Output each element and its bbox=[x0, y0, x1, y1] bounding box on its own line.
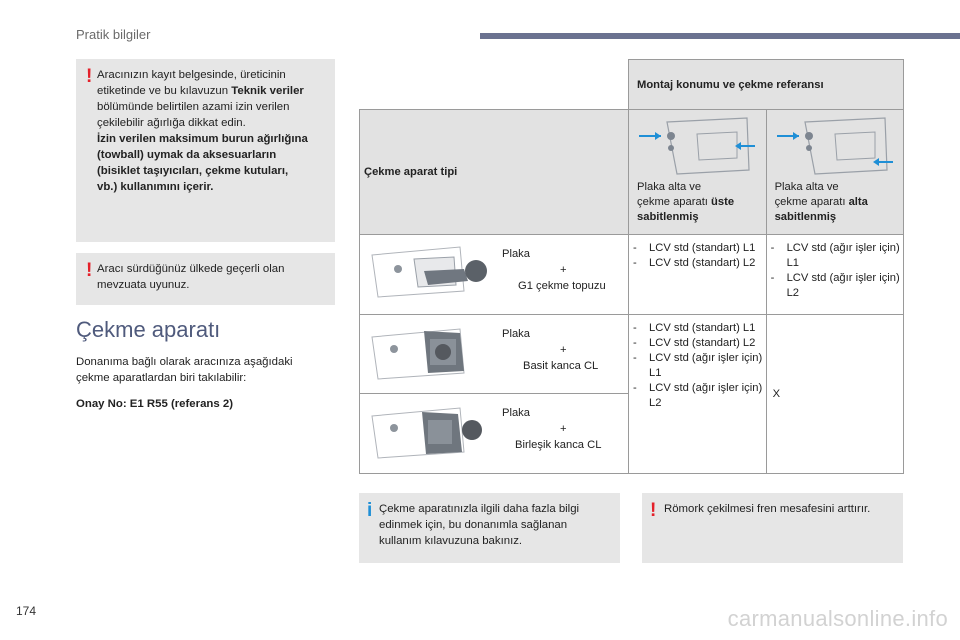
list-item: - LCV std (ağır işler için) L2 bbox=[629, 381, 766, 411]
towball-upper-cell bbox=[629, 235, 767, 315]
note-line: vb.) kullanımını içerir. bbox=[97, 181, 214, 193]
note-line: Aracı sürdüğünüz ülkede geçerli olan bbox=[97, 263, 285, 275]
simple-hook-type-cell bbox=[360, 315, 629, 394]
note-line: Çekme aparatınızla ilgili daha fazla bilgi bbox=[379, 503, 580, 515]
note-line: kullanım kılavuzuna bakınız. bbox=[379, 535, 523, 547]
row-plus: + bbox=[560, 264, 567, 276]
info-note bbox=[359, 493, 620, 563]
intro-line: Donanıma bağlı olarak aracınıza aşağıdaki bbox=[76, 356, 293, 368]
weight-warning-note bbox=[76, 59, 335, 242]
info-icon: i bbox=[367, 500, 373, 521]
row-plate-label: Plaka bbox=[502, 407, 530, 419]
note-line: edinmek için, bu donanımla sağlanan bbox=[379, 519, 568, 531]
list-item: - LCV std (ağır işler için) L2 bbox=[767, 271, 903, 301]
section-title: Pratik bilgiler bbox=[76, 27, 151, 42]
page-heading: Çekme aparatı bbox=[76, 317, 221, 342]
hooks-upper-cell bbox=[629, 315, 767, 474]
upper-mount-diagram-icon bbox=[637, 114, 757, 178]
list-item: - LCV std (standart) L2 bbox=[629, 336, 766, 351]
warning-icon: ! bbox=[86, 260, 93, 281]
simple-hook-icon bbox=[364, 323, 492, 385]
list-item: - LCV std (ağır işler için) L1 bbox=[767, 241, 903, 271]
towball-icon bbox=[364, 241, 492, 303]
row-plus: + bbox=[560, 344, 567, 356]
list-item: - LCV std (standart) L1 bbox=[629, 321, 766, 336]
type-header: Çekme aparat tipi bbox=[360, 110, 629, 235]
row-hitch-name: G1 çekme topuzu bbox=[518, 280, 606, 292]
combined-hook-type-cell bbox=[360, 394, 629, 474]
braking-warning-note bbox=[642, 493, 903, 563]
hooks-lower-cell: X bbox=[766, 315, 903, 474]
watermark: carmanualsonline.info bbox=[727, 606, 948, 631]
lower-mount-diagram-icon bbox=[775, 114, 895, 178]
warning-icon: ! bbox=[86, 66, 93, 87]
combined-hook-icon bbox=[364, 402, 492, 464]
empty-corner bbox=[360, 60, 629, 110]
note-line: (bisiklet taşıyıcıları, çekme kutuları, bbox=[97, 165, 289, 177]
mount-header: Montaj konumu ve çekme referansı bbox=[637, 79, 824, 91]
note-line: bölümünde belirtilen azami izin verilen bbox=[97, 101, 290, 113]
note-line: (towball) uymak da aksesuarların bbox=[97, 149, 277, 161]
row-hitch-name: Basit kanca CL bbox=[523, 360, 599, 372]
row-plate-label: Plaka bbox=[502, 328, 530, 340]
header-accent-bar bbox=[480, 33, 960, 39]
legislation-warning-note bbox=[76, 253, 335, 305]
intro-line: çekme aparatlardan biri takılabilir: bbox=[76, 372, 247, 384]
upper-mount-caption: Plaka alta ve çekme aparatı üste sabitlenmiş bbox=[637, 181, 735, 223]
towball-type-cell bbox=[360, 235, 629, 315]
note-line: Aracınızın kayıt belgesinde, üreticinin bbox=[97, 69, 286, 81]
row-plate-label: Plaka bbox=[502, 248, 530, 260]
note-line: Römork çekilmesi fren mesafesini arttırır. bbox=[664, 503, 871, 515]
approval-number: Onay No: E1 R55 (referans 2) bbox=[76, 398, 233, 410]
note-line: çekilebilir ağırlığa dikkat edin. bbox=[97, 117, 246, 129]
warning-icon: ! bbox=[650, 500, 657, 521]
mount-header-cell bbox=[629, 60, 904, 110]
row-hitch-name: Birleşik kanca CL bbox=[515, 439, 602, 451]
row-plus: + bbox=[560, 423, 567, 435]
list-item: - LCV std (standart) L1 bbox=[629, 241, 766, 256]
lower-mount-cell bbox=[766, 110, 903, 235]
towball-lower-cell bbox=[766, 235, 903, 315]
note-line: etiketinde ve bu kılavuzun Teknik veriler bbox=[97, 85, 304, 97]
list-item: - LCV std (standart) L2 bbox=[629, 256, 766, 271]
page-number: 174 bbox=[16, 604, 37, 618]
list-item: - LCV std (ağır işler için) L1 bbox=[629, 351, 766, 381]
towbar-table bbox=[359, 59, 904, 474]
lower-mount-caption: Plaka alta ve çekme aparatı alta sabitlenmiş bbox=[774, 181, 868, 223]
upper-mount-cell bbox=[629, 110, 767, 235]
note-line: mevzuata uyunuz. bbox=[97, 279, 190, 291]
note-line: İzin verilen maksimum burun ağırlığına bbox=[97, 133, 308, 145]
